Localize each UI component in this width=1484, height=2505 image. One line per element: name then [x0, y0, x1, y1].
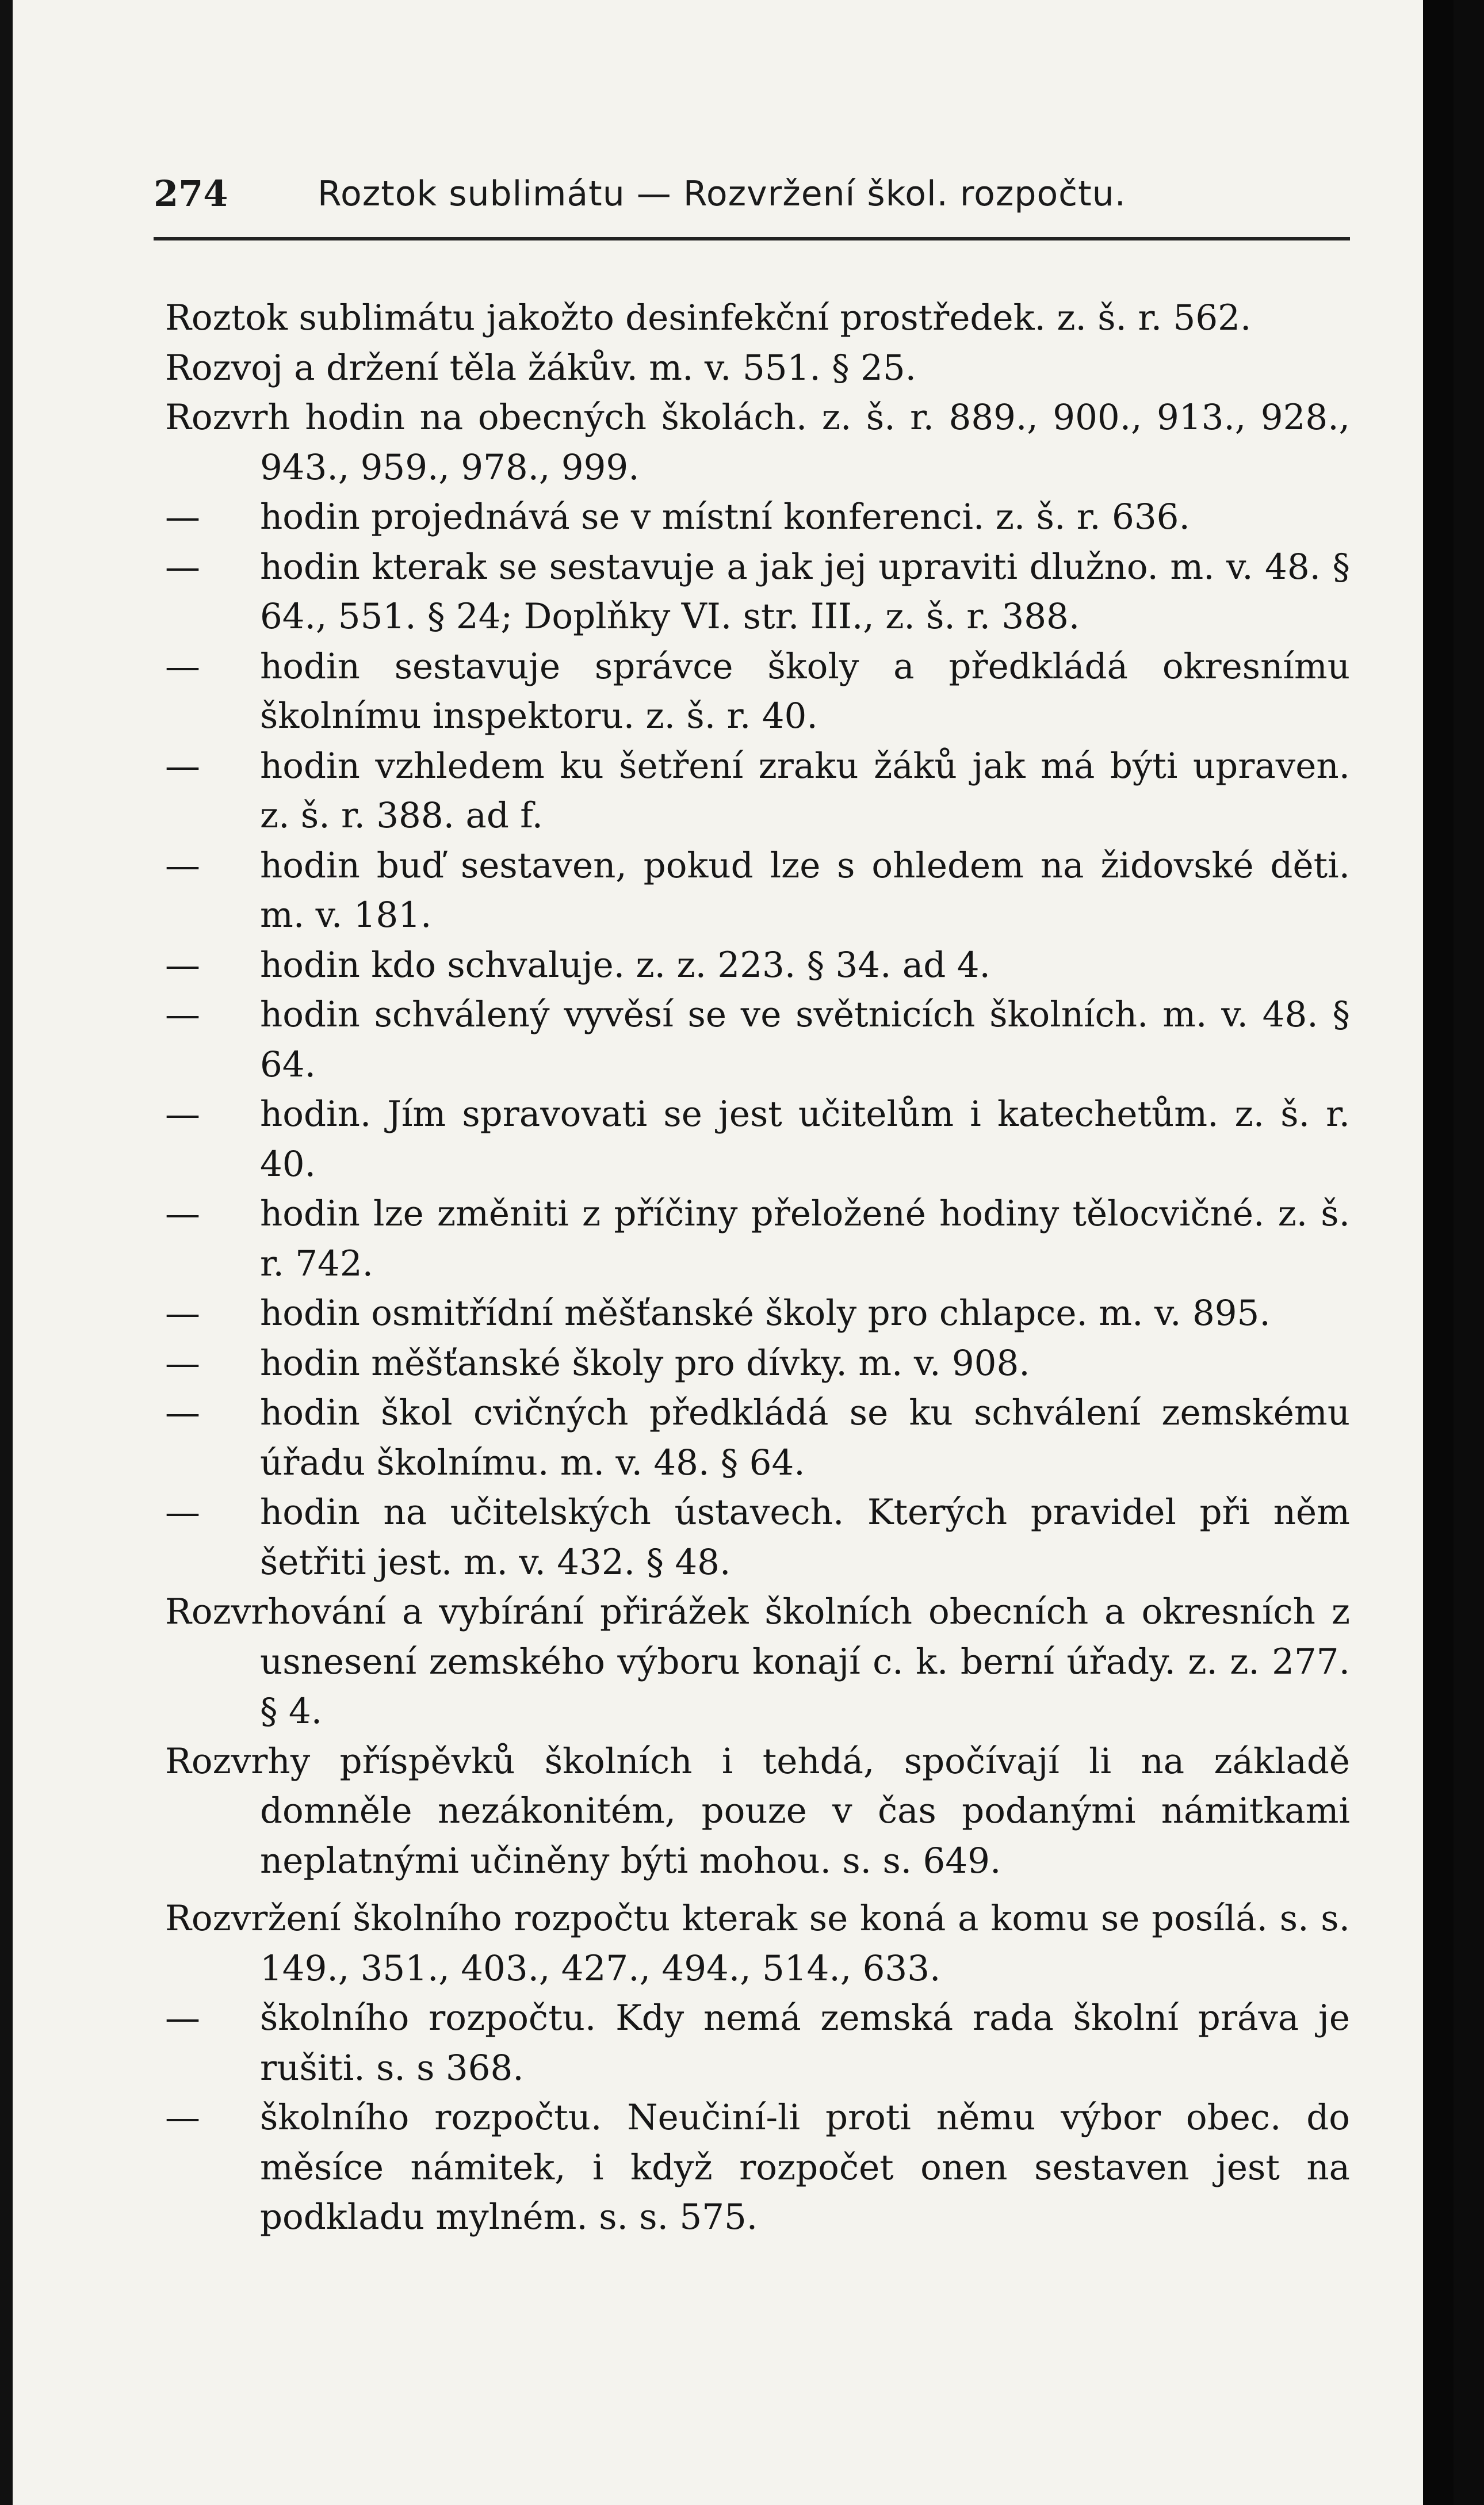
scan-border-left — [0, 0, 13, 2505]
index-subentry: — školního rozpočtu. Kdy nemá zemská rada školní práva je rušiti. s. s 368. — [165, 1998, 1350, 2088]
index-subentry: — hodin. Jím spravovati se jest učitelům i katechetům. z. š. r. 40. — [165, 1094, 1350, 1185]
index-subentry: — hodin na učitelských ústavech. Kterých pravidel při něm šetřiti jest. m. v. 432. § 48. — [165, 1492, 1350, 1583]
index-subentry: — školního rozpočtu. Neučiní-li proti němu výbor obec. do měsíce námitek, i když rozpočet onen sestaven jest na podkladu mylném. s. s. 575. — [165, 2097, 1350, 2237]
book-page — [13, 0, 1454, 2505]
index-subentry: — hodin měšťanské školy pro dívky. m. v. 908. — [165, 1342, 1030, 1384]
index-entry: Rozvoj a držení těla žákův. m. v. 551. § 25. — [165, 347, 917, 388]
page-header — [154, 167, 1350, 230]
index-entry: Rozvržení školního rozpočtu kterak se koná a komu se posílá. s. s. 149., 351., 403., 427., 494., 514., 633. — [165, 1898, 1350, 1989]
index-subentry: — hodin projednává se v místní konferenci. z. š. r. 636. — [165, 497, 1190, 537]
index-subentry: — hodin lze změniti z příčiny přeložené hodiny tělocvičné. z. š. r. 742. — [165, 1193, 1350, 1284]
index-subentry: — hodin vzhledem ku šetření zraku žáků jak má býti upraven. z. š. r. 388. ad f. — [165, 745, 1350, 836]
header-rule — [154, 237, 1350, 240]
index-entry: Roztok sublimátu jakožto desinfekční prostředek. z. š. r. 562. — [165, 297, 1252, 338]
page-number: 274 — [154, 173, 228, 215]
index-entry: Rozvrhování a vybírání přirážek školních obecních a okresních z usnesení zemského výboru konají c. k. berní úřady. z. z. 277. § 4. — [165, 1591, 1350, 1732]
running-head: Roztok sublimátu — Rozvržení škol. rozpočtu. — [318, 174, 1126, 214]
index-subentry: — hodin kterak se sestavuje a jak jej upraviti dlužno. m. v. 48. § 64., 551. § 24; Doplňky VI. str. III., z. š. r. 388. — [165, 546, 1350, 637]
index-subentry: — hodin buď sestaven, pokud lze s ohledem na židovské děti. m. v. 181. — [165, 845, 1350, 935]
index-subentry: — hodin schválený vyvěsí se ve světnicích školních. m. v. 48. § 64. — [165, 994, 1350, 1085]
index-subentry: — hodin osmitřídní měšťanské školy pro chlapce. m. v. 895. — [165, 1293, 1271, 1334]
index-subentry: — hodin sestavuje správce školy a předkládá okresnímu školnímu inspektoru. z. š. r. 40. — [165, 646, 1350, 736]
index-subentry: — hodin kdo schvaluje. z. z. 223. § 34. ad 4. — [165, 944, 990, 986]
index-entries — [165, 293, 1350, 2243]
scan-border-right — [1423, 0, 1454, 2505]
index-entry: Rozvrh hodin na obecných školách. z. š. r. 889., 900., 913., 928., 943., 959., 978., 999. — [165, 397, 1350, 488]
index-entry: Rozvrhy příspěvků školních i tehdá, spočívají li na základě domněle nezákonitém, pouze v čas podanými námitkami neplatnými učiněny býti mohou. s. s. 649. — [165, 1740, 1350, 1881]
index-subentry: — hodin škol cvičných předkládá se ku schválení zemskému úřadu školnímu. m. v. 48. § 64. — [165, 1392, 1350, 1483]
